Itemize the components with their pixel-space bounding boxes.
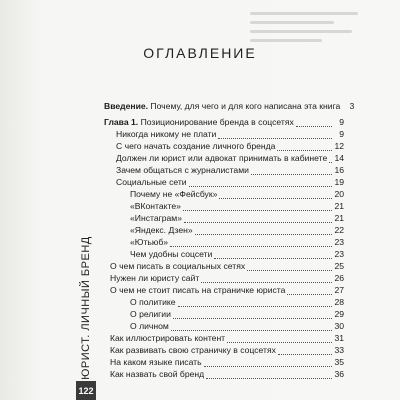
entry-title: На каком языке писать — [110, 357, 202, 367]
toc-entry-chapter-1[interactable] — [104, 116, 344, 128]
leader-dots — [219, 190, 332, 199]
chapter-label: Глава 1. — [104, 117, 139, 127]
page-number-badge: 122 — [76, 381, 96, 400]
intro-label: Введение. — [104, 101, 149, 111]
leader-dots — [247, 262, 332, 271]
page-ref: 14 — [334, 153, 344, 163]
leader-dots — [173, 310, 332, 319]
page-ref: 23 — [334, 237, 344, 247]
entry-title: Должен ли юрист или адвокат принимать в кабинете — [116, 153, 328, 163]
entry-title: Зачем общаться с журналистами — [116, 165, 249, 175]
page-ref: 35 — [334, 357, 344, 367]
toc-entry[interactable] — [116, 128, 344, 140]
running-head: ЮРИСТ. ЛИЧНЫЙ БРЕНД — [80, 236, 92, 380]
entry-title: Почему не «Фейсбук» — [130, 189, 218, 199]
toc-entry[interactable] — [130, 296, 344, 308]
entry-title: О чем писать в социальных сетях — [110, 261, 246, 271]
entry-title: О религии — [130, 309, 171, 319]
entry-title: Чем удобны соцсети — [130, 249, 213, 259]
page-ref: 21 — [334, 201, 344, 211]
toc-entry[interactable] — [130, 212, 344, 224]
entry-title: Нужен ли юристу сайт — [110, 273, 200, 283]
toc-entry[interactable] — [110, 344, 344, 356]
page-ref: 12 — [334, 141, 344, 151]
leader-dots — [178, 298, 332, 307]
leader-dots — [251, 166, 332, 175]
toc-entry[interactable] — [130, 200, 344, 212]
toc-entry[interactable] — [110, 272, 344, 284]
entry-title: «ВКонтакте» — [130, 201, 181, 211]
leader-dots — [278, 346, 332, 355]
entry-title: Как иллюстрировать контент — [110, 333, 226, 343]
leader-dots — [206, 370, 332, 379]
page-ref: 30 — [334, 321, 344, 331]
intro-title: Почему, для чего и для кого написана эта книга — [148, 101, 341, 111]
toc-heading: ОГЛАВЛЕНИЕ — [143, 45, 257, 61]
toc-entry[interactable] — [130, 320, 344, 332]
toc-entry[interactable] — [130, 224, 344, 236]
page-ref: 20 — [334, 189, 344, 199]
page-ref: 3 — [349, 101, 355, 111]
leader-dots — [218, 130, 332, 139]
leader-dots — [287, 286, 332, 295]
toc-entry[interactable] — [116, 140, 344, 152]
page-ref: 29 — [334, 309, 344, 319]
entry-title: О личном — [130, 321, 169, 331]
leader-dots — [170, 238, 332, 247]
leader-dots — [214, 250, 332, 259]
entry-title: Как назвать свой бренд — [110, 369, 205, 379]
leader-dots — [277, 142, 332, 151]
entry-title: О политике — [130, 297, 176, 307]
toc-entry[interactable] — [110, 260, 344, 272]
leader-dots — [189, 178, 332, 187]
entry-title: С чего начать создание личного бренда — [116, 141, 276, 151]
page-ref: 25 — [334, 261, 344, 271]
page-ref: 16 — [334, 165, 344, 175]
entry-title: «Яндекс. Дзен» — [130, 225, 193, 235]
leader-dots — [329, 154, 332, 163]
toc-entry[interactable] — [116, 152, 344, 164]
toc-entry[interactable] — [116, 164, 344, 176]
page-ref: 31 — [334, 333, 344, 343]
toc-entry[interactable] — [130, 188, 344, 200]
entry-title: О чем не стоит писать на страничке юриста — [110, 285, 286, 295]
leader-dots — [227, 334, 332, 343]
toc-entry[interactable] — [110, 284, 344, 296]
chapter-title: Позиционирование бренда в соцсетях — [138, 117, 294, 127]
toc-entry[interactable] — [130, 248, 344, 260]
entry-title: Никогда никому не плати — [116, 129, 217, 139]
page-ref: 27 — [334, 285, 344, 295]
leader-dots — [184, 214, 332, 223]
page-ref: 22 — [334, 225, 344, 235]
leader-dots — [204, 358, 332, 367]
page-ref: 21 — [334, 213, 344, 223]
entry-title: «Инстаграм» — [130, 213, 182, 223]
leader-dots — [296, 118, 332, 127]
page-ref: 26 — [334, 273, 344, 283]
toc-entry[interactable] — [116, 176, 344, 188]
page-ref: 9 — [339, 117, 344, 127]
leader-dots — [171, 322, 332, 331]
toc-entry[interactable] — [130, 236, 344, 248]
page-ref: 33 — [334, 345, 344, 355]
page-ref: 19 — [334, 177, 344, 187]
page-ref: 23 — [334, 249, 344, 259]
page-ref: 28 — [334, 297, 344, 307]
page-ref: 9 — [339, 129, 344, 139]
toc-entry[interactable] — [110, 368, 344, 380]
leader-dots — [195, 226, 332, 235]
toc-entry[interactable] — [130, 308, 344, 320]
leader-dots — [201, 274, 332, 283]
toc-entry-intro[interactable] — [104, 100, 355, 112]
entry-title: «Ютьюб» — [130, 237, 169, 247]
page-ref: 36 — [334, 369, 344, 379]
entry-title: Социальные сети — [116, 177, 187, 187]
toc-entry[interactable] — [110, 332, 344, 344]
entry-title: Как развивать свою страничку в соцсетях — [110, 345, 276, 355]
toc-entry[interactable] — [110, 356, 344, 368]
leader-dots — [183, 202, 332, 211]
